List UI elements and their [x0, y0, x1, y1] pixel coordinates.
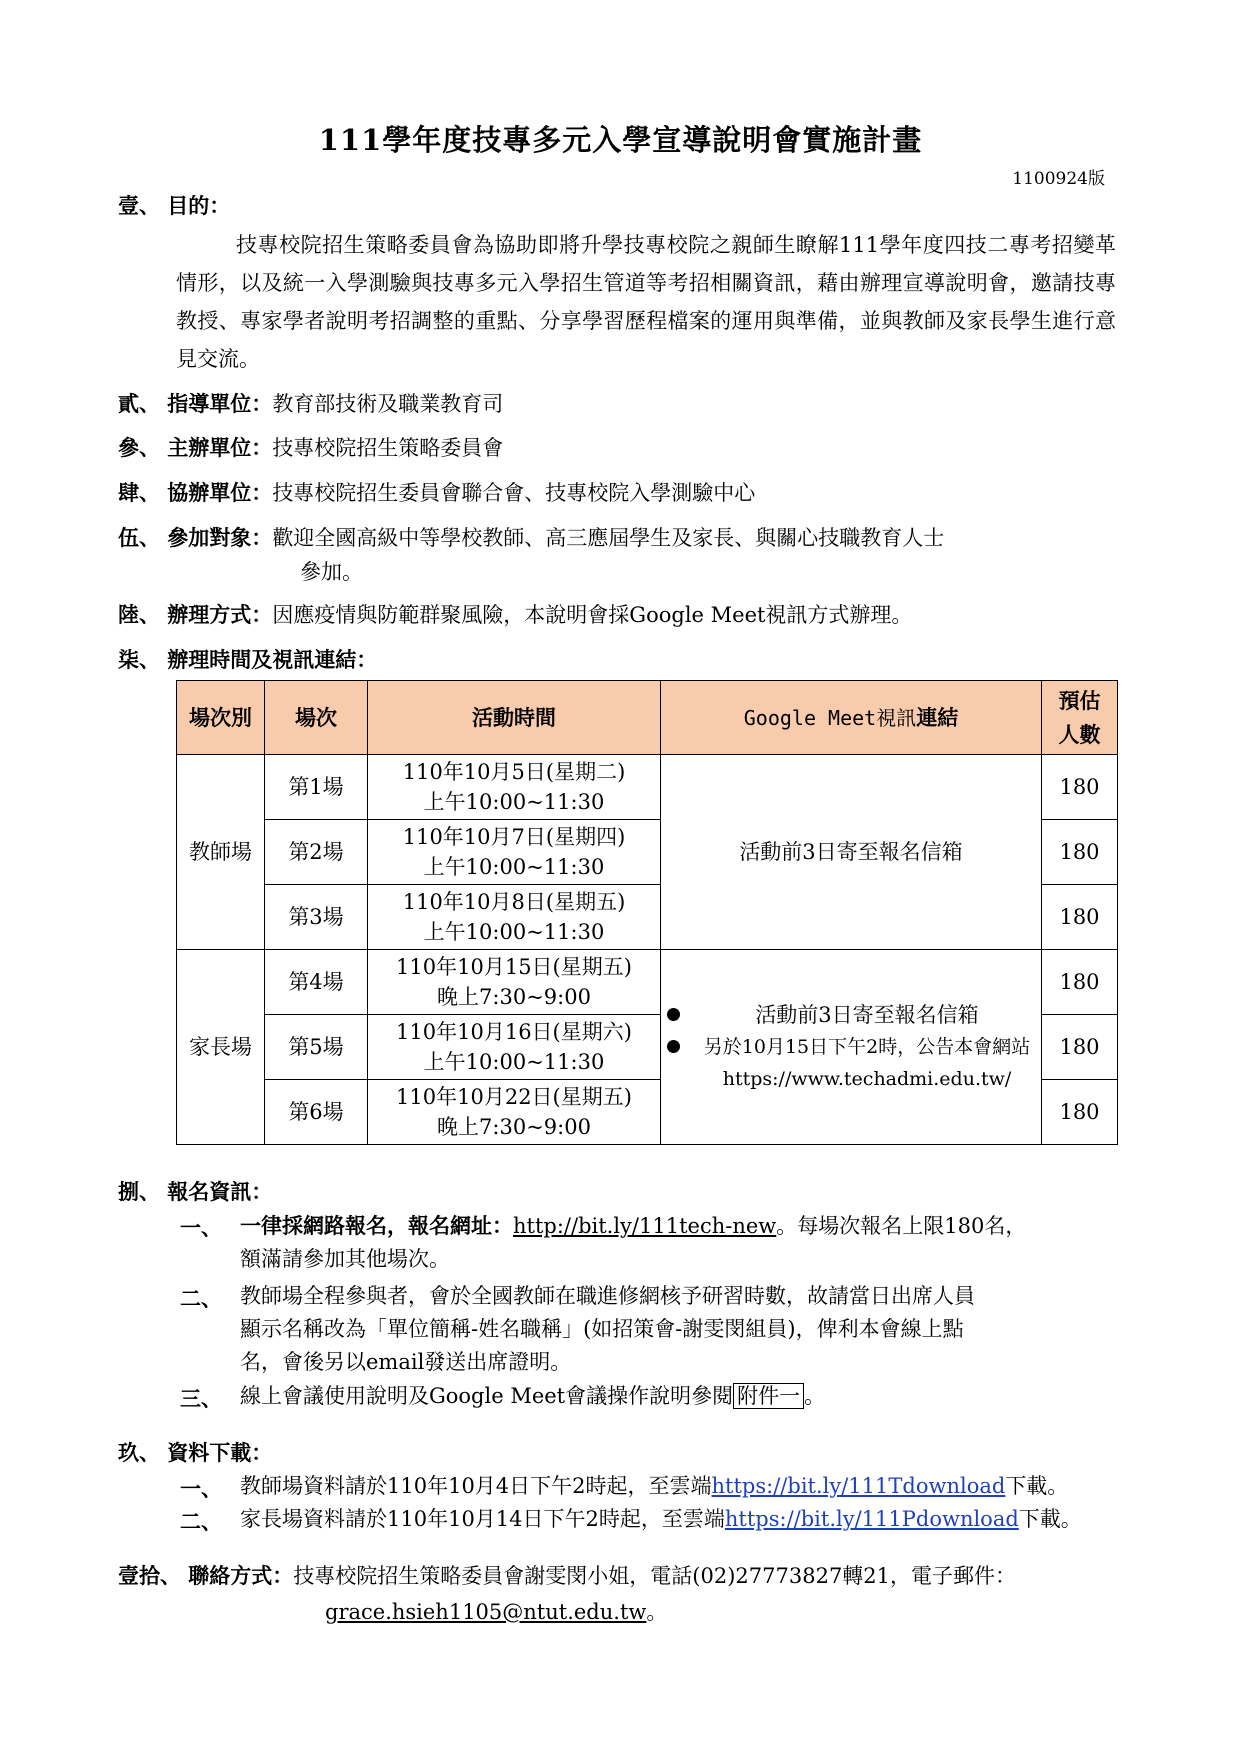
section-4-label: 肆、 協辦單位： [118, 480, 273, 505]
section-10 [118, 1560, 1016, 1590]
date-text: 110年10月7日(星期四) [402, 825, 626, 849]
section-3-label: 參、 主辦單位： [118, 435, 273, 460]
time-text: 上午10:00~11:30 [423, 790, 605, 814]
section-6-value: 因應疫情與防範群聚風險，本說明會採Google Meet視訊方式辦理。 [272, 603, 913, 627]
section-4-value: 技專校院招生委員會聯合會、技專校院入學測驗中心 [272, 481, 756, 505]
time-text: 晚上7:30~9:00 [437, 1115, 591, 1139]
section-1-label: 壹、 目的： [118, 193, 231, 218]
reg-2-line-1: 教師場全程參與者，會於全國教師在職進修網核予研習時數，故請當日出席人員 [240, 1284, 975, 1308]
time-text: 上午10:00~11:30 [423, 855, 605, 879]
time-cell [368, 1080, 661, 1145]
date-text: 110年10月15日(星期五) [396, 955, 632, 979]
date-text: 110年10月16日(星期六) [396, 1020, 632, 1044]
table-row [177, 755, 1118, 820]
section-2-label: 貳、 指導單位： [118, 391, 273, 416]
count-cell: 180 [1042, 755, 1118, 820]
table-header-row [177, 681, 1118, 755]
section-5-value: 歡迎全國高級中等學校教師、高三應屆學生及家長、與關心技職教育人士 [272, 526, 945, 550]
reg-2-line-2: 顯示名稱改為「單位簡稱-姓名職稱」(如招策會-謝雯閔組員)，俾利本會線上點 [240, 1317, 964, 1341]
reg-3 [240, 1380, 825, 1413]
session-cell: 第2場 [265, 820, 368, 885]
contact-email-link[interactable]: grace.hsieh1105@ntut.edu.tw [325, 1600, 647, 1624]
section-5-label: 伍、 參加對象： [118, 525, 273, 550]
link-cell-teacher: 活動前3日寄至報名信箱 [661, 755, 1042, 950]
session-cell: 第6場 [265, 1080, 368, 1145]
section-7-label: 柒、 辦理時間及視訊連結： [118, 647, 378, 672]
header-link-bold: 連結 [916, 704, 959, 730]
header-link-pre: Google Meet視訊 [743, 705, 917, 730]
teacher-download-link[interactable]: https://bit.ly/111Tdownload [711, 1474, 1006, 1498]
dl-1-num: 一、 [180, 1476, 222, 1501]
count-cell: 180 [1042, 885, 1118, 950]
section-9-label: 玖、 資料下載： [118, 1440, 273, 1465]
parent-download-link[interactable]: https://bit.ly/111Pdownload [724, 1507, 1019, 1531]
count-cell: 180 [1042, 1080, 1118, 1145]
reg-3-tail: 。 [804, 1384, 826, 1408]
time-cell [368, 755, 661, 820]
reg-3-num: 三、 [180, 1386, 222, 1411]
reg-2-line-3: 名，會後另以email發送出席證明。 [240, 1350, 572, 1374]
section-10-label: 壹拾、 聯絡方式： [118, 1563, 294, 1588]
date-text: 110年10月5日(星期二) [402, 760, 626, 784]
time-text: 上午10:00~11:30 [423, 1050, 605, 1074]
time-cell [368, 820, 661, 885]
time-text: 晚上7:30~9:00 [437, 985, 591, 1009]
session-cell: 第3場 [265, 885, 368, 950]
dl-2 [240, 1503, 1082, 1536]
section-2 [118, 388, 503, 418]
contact-email-line [325, 1596, 667, 1629]
header-estimate-1: 預估 [1058, 687, 1101, 713]
date-text: 110年10月22日(星期五) [396, 1085, 632, 1109]
reg-1-cont: 額滿請參加其他場次。 [240, 1247, 450, 1271]
section-5-value-cont: 參加。 [300, 560, 363, 584]
header-session: 場次 [265, 681, 368, 755]
section-6 [118, 599, 912, 629]
count-cell: 180 [1042, 950, 1118, 1015]
attachment-1-link[interactable]: 附件一 [733, 1383, 804, 1409]
reg-1-bold: 一律採網路報名，報名網址： [240, 1213, 513, 1238]
reg-2-num: 二、 [180, 1286, 222, 1311]
header-link [661, 681, 1042, 755]
header-estimate [1042, 681, 1118, 755]
group-teacher: 教師場 [177, 755, 265, 950]
header-type: 場次別 [177, 681, 265, 755]
session-cell: 第4場 [265, 950, 368, 1015]
reg-3-text: 線上會議使用說明及Google Meet會議操作說明參閱 [240, 1384, 734, 1408]
group-parent: 家長場 [177, 950, 265, 1145]
date-text: 110年10月8日(星期五) [402, 890, 626, 914]
section-5 [118, 522, 944, 552]
time-cell [368, 950, 661, 1015]
dl-2-num: 二、 [180, 1509, 222, 1534]
contact-email-tail: 。 [646, 1600, 668, 1624]
session-cell: 第1場 [265, 755, 368, 820]
reg-1-num: 一、 [180, 1215, 222, 1240]
count-cell: 180 [1042, 1015, 1118, 1080]
link-cell-parent [661, 950, 1042, 1145]
registration-link[interactable]: http://bit.ly/111tech-new [513, 1214, 777, 1238]
session-cell: 第5場 [265, 1015, 368, 1080]
count-cell: 180 [1042, 820, 1118, 885]
dl-1-tail: 下載。 [1005, 1474, 1069, 1498]
bullet-1: 活動前3日寄至報名信箱 [665, 999, 1041, 1031]
version-label: 1100924版 [1012, 169, 1105, 189]
section-1-body: 技專校院招生策略委員會為協助即將升學技專校院之親師生瞭解111學年度四技二專考招變革情形，以及統一入學測驗與技專多元入學招生管道等考招相關資訊，藉由辦理宣導說明會，邀請技專教授、專家學者說明考招調整的重點、分享學習歷程檔案的運用與準備，並與教師及家長學生進行意見交流。 [176, 233, 1116, 371]
section-3 [118, 432, 503, 462]
reg-1 [240, 1209, 1026, 1243]
section-2-value: 教育部技術及職業教育司 [272, 392, 504, 416]
header-time: 活動時間 [368, 681, 661, 755]
dl-1-text: 教師場資料請於110年10月4日下午2時起，至雲端 [240, 1474, 712, 1498]
dl-1 [240, 1470, 1068, 1503]
page-title: 111學年度技專多元入學宣導說明會實施計畫 [318, 123, 923, 157]
section-3-value: 技專校院招生策略委員會 [272, 436, 504, 460]
section-10-value: 技專校院招生策略委員會謝雯閔小姐，電話(02)27773827轉21，電子郵件： [293, 1564, 1017, 1588]
schedule-table [176, 680, 1118, 1145]
time-text: 上午10:00~11:30 [423, 920, 605, 944]
header-estimate-2: 人數 [1058, 721, 1101, 747]
dl-2-tail: 下載。 [1018, 1507, 1082, 1531]
section-4 [118, 477, 755, 507]
time-cell [368, 885, 661, 950]
dl-2-text: 家長場資料請於110年10月14日下午2時起，至雲端 [240, 1507, 725, 1531]
bullet-2: 另於10月15日下午2時，公告本會網站https://www.techadmi.edu.tw/ [665, 1031, 1041, 1095]
section-8-label: 捌、 報名資訊： [118, 1179, 273, 1204]
reg-1-rest: 。每場次報名上限180名， [776, 1214, 1027, 1238]
table-row [177, 950, 1118, 1015]
section-6-label: 陸、 辦理方式： [118, 602, 273, 627]
time-cell [368, 1015, 661, 1080]
